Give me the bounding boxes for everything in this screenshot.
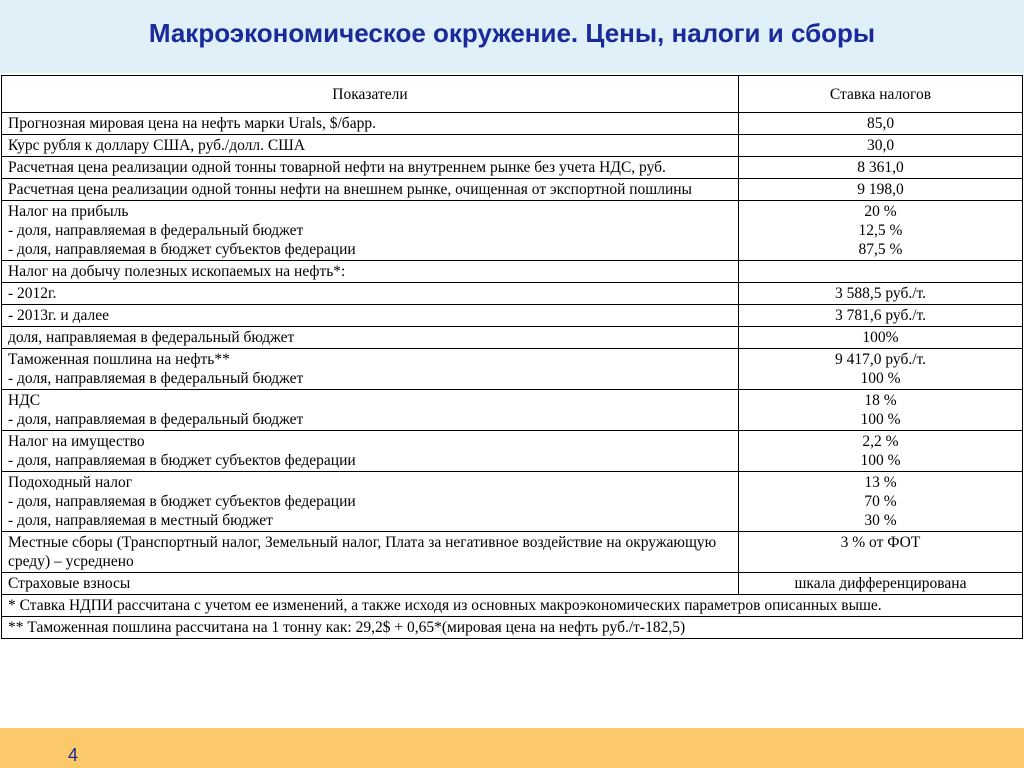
table-row (2, 573, 1023, 595)
indicator-cell (2, 349, 739, 390)
indicator-text: НДС (8, 392, 41, 409)
indicator-cell (2, 113, 739, 135)
rate-text: 8 361,0 (857, 159, 904, 176)
indicator-text: Местные сборы (Транспортный налог, Земельный налог, Плата за негативное воздействие на окружающую среду) – усреднено (8, 534, 717, 570)
rate-cell (739, 261, 1023, 283)
rate-text: 87,5 % (858, 241, 903, 258)
indicator-text: - доля, направляемая в федеральный бюджет (8, 222, 304, 239)
rate-text: 2,2 % (862, 433, 899, 450)
rate-text: 85,0 (866, 115, 895, 132)
indicator-cell (2, 261, 739, 283)
indicator-text: Подоходный налог (8, 474, 133, 491)
rate-cell (739, 327, 1023, 349)
header-tax-rate: Ставка налогов (739, 76, 1023, 113)
indicator-text: доля, направляемая в федеральный бюджет (8, 329, 295, 346)
rate-text: 3 781,6 руб./т. (834, 307, 927, 324)
indicator-text: Налог на прибыль (8, 203, 129, 220)
indicator-text: Расчетная цена реализации одной тонны нефти на внешнем рынке, очищенная от экспортной пошлины (8, 181, 692, 198)
rate-cell (739, 390, 1023, 431)
table-row (2, 157, 1023, 179)
table-header-row (2, 76, 1023, 113)
rate-cell (739, 431, 1023, 472)
rate-text: 18 % (864, 392, 897, 409)
indicator-cell (2, 135, 739, 157)
indicator-cell (2, 157, 739, 179)
table-row (2, 135, 1023, 157)
table-row (2, 431, 1023, 472)
table-row (2, 179, 1023, 201)
page-title: Макроэкономическое окружение. Цены, налоги и сборы (148, 18, 876, 48)
indicator-cell (2, 532, 739, 573)
footnote: ** Таможенная пошлина рассчитана на 1 тонну как: 29,2$ + 0,65*(мировая цена на нефть руб./т-182,5) (2, 617, 1023, 639)
indicator-text: Страховые взносы (8, 575, 131, 592)
rate-cell (739, 157, 1023, 179)
rate-cell (739, 179, 1023, 201)
table-row (2, 305, 1023, 327)
table-row (2, 327, 1023, 349)
rate-text: 20 % (864, 203, 897, 220)
rate-cell (739, 113, 1023, 135)
indicator-cell (2, 573, 739, 595)
table-row (2, 261, 1023, 283)
rate-text: 9 198,0 (857, 181, 904, 198)
tax-table (1, 75, 1023, 639)
indicator-cell (2, 390, 739, 431)
rate-text: 12,5 % (858, 222, 903, 239)
rate-cell (739, 472, 1023, 532)
rate-cell (739, 349, 1023, 390)
indicator-cell (2, 179, 739, 201)
rate-text: 70 % (864, 493, 897, 510)
footer-bar (0, 728, 1024, 768)
rate-text: 30 % (864, 512, 897, 529)
rate-text: шкала дифференцирована (794, 575, 967, 592)
rate-cell (739, 135, 1023, 157)
indicator-text: - доля, направляемая в бюджет субъектов федерации (8, 241, 356, 258)
indicator-text: Таможенная пошлина на нефть** (8, 351, 230, 368)
indicator-text: Расчетная цена реализации одной тонны товарной нефти на внутреннем рынке без учета НДС, руб. (8, 159, 666, 176)
rate-cell (739, 283, 1023, 305)
note-row (2, 595, 1023, 617)
table-row (2, 113, 1023, 135)
table-row (2, 532, 1023, 573)
indicator-cell (2, 431, 739, 472)
indicator-text: Прогнозная мировая цена на нефть марки Urals, $/барр. (8, 115, 376, 132)
indicator-cell (2, 305, 739, 327)
page-number: 4 (68, 745, 79, 765)
indicator-text: - 2012г. (8, 285, 57, 302)
table-row (2, 283, 1023, 305)
rate-text: 9 417,0 руб./т. (834, 351, 927, 368)
rate-text: 100 % (860, 452, 901, 469)
rate-text: 3 % от ФОТ (840, 534, 921, 551)
indicator-cell (2, 201, 739, 261)
indicator-text: - доля, направляемая в федеральный бюджет (8, 411, 304, 428)
rate-text: 3 588,5 руб./т. (834, 285, 927, 302)
indicator-cell (2, 283, 739, 305)
rate-cell (739, 201, 1023, 261)
rate-text: 100 % (860, 411, 901, 428)
note-row (2, 617, 1023, 639)
indicator-text: - доля, направляемая в федеральный бюджет (8, 370, 304, 387)
rate-text: 100 % (860, 370, 901, 387)
table-row (2, 472, 1023, 532)
table-row (2, 349, 1023, 390)
indicator-text: - доля, направляемая в бюджет субъектов федерации (8, 493, 356, 510)
indicator-text: - 2013г. и далее (8, 307, 109, 324)
indicator-cell (2, 472, 739, 532)
rate-text: 30,0 (866, 137, 895, 154)
indicator-text: - доля, направляемая в бюджет субъектов федерации (8, 452, 356, 469)
header-indicators: Показатели (2, 76, 739, 113)
footnote: * Ставка НДПИ рассчитана с учетом ее изменений, а также исходя из основных макроэкономических параметров описанных выше. (2, 595, 1023, 617)
indicator-text: Налог на добычу полезных ископаемых на нефть*: (8, 263, 346, 280)
indicator-text: Налог на имущество (8, 433, 145, 450)
rate-cell (739, 305, 1023, 327)
indicator-text: Курс рубля к доллару США, руб./долл. США (8, 137, 306, 154)
rate-cell (739, 573, 1023, 595)
table-row (2, 390, 1023, 431)
rate-cell (739, 532, 1023, 573)
table-row (2, 201, 1023, 261)
rate-text: 13 % (864, 474, 897, 491)
rate-text: 100% (862, 329, 899, 346)
indicator-text: - доля, направляемая в местный бюджет (8, 512, 273, 529)
indicator-cell (2, 327, 739, 349)
